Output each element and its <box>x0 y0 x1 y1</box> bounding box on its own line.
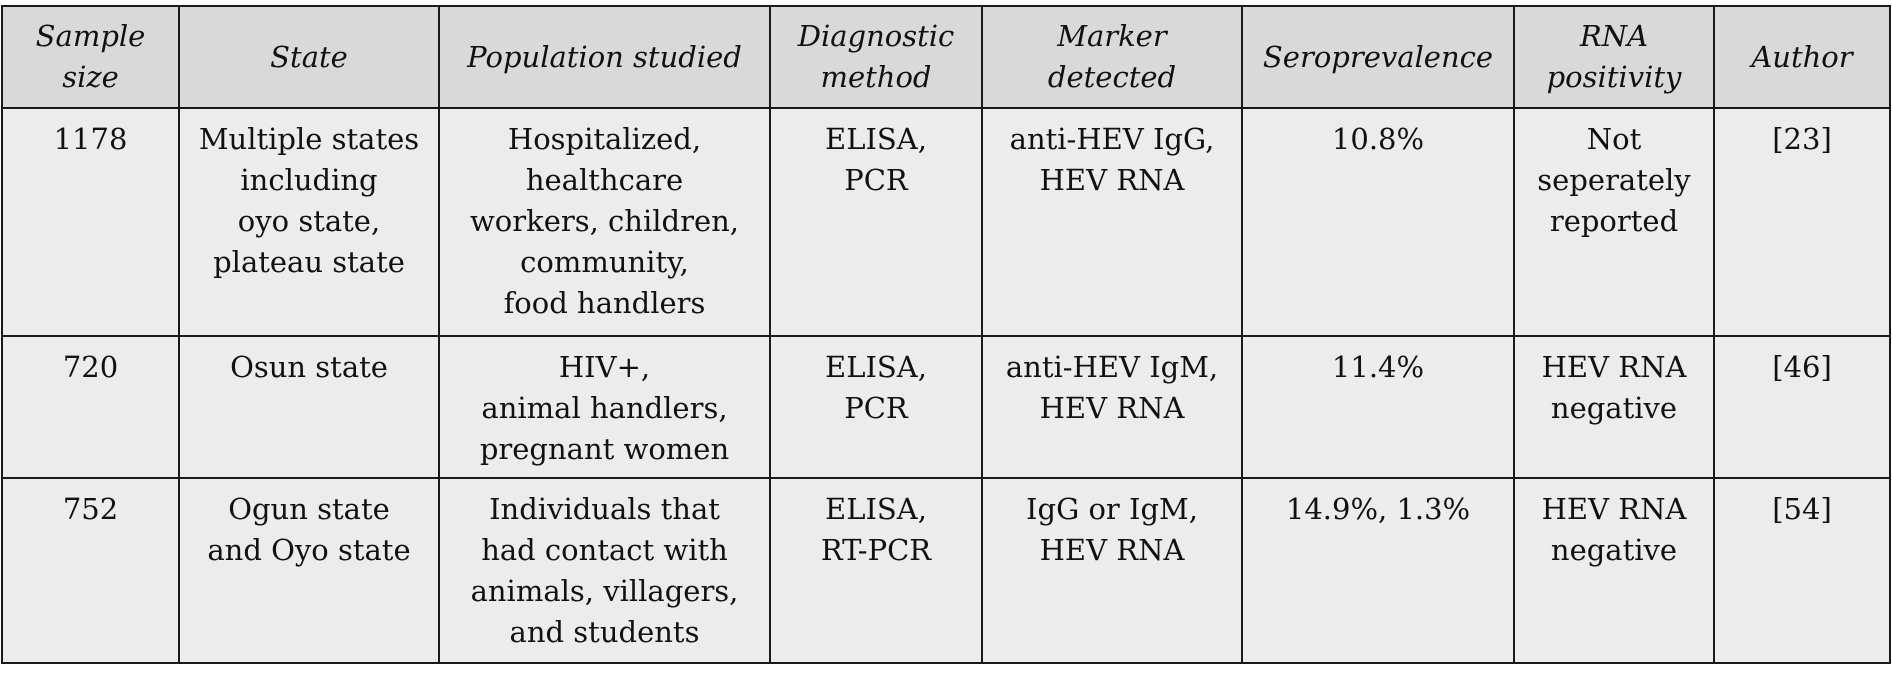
cell-diagnostic-method: ELISA, PCR <box>770 108 982 336</box>
cell-population-studied: HIV+, animal handlers, pregnant women <box>439 336 770 478</box>
cell-rna-positivity: HEV RNA negative <box>1514 478 1714 663</box>
cell-population-studied: Individuals that had contact with animals, villagers, and students <box>439 478 770 663</box>
cell-author: [23] <box>1714 108 1890 336</box>
cell-sample-size: 752 <box>2 478 179 663</box>
cell-marker-detected: anti-HEV IgM, HEV RNA <box>982 336 1242 478</box>
cell-author: [54] <box>1714 478 1890 663</box>
cell-sample-size: 1178 <box>2 108 179 336</box>
cell-state: Ogun state and Oyo state <box>179 478 439 663</box>
cell-seroprevalence: 10.8% <box>1242 108 1514 336</box>
cell-rna-positivity: Not seperately reported <box>1514 108 1714 336</box>
header-population-studied: Population studied <box>439 6 770 108</box>
hev-studies-table <box>1 5 1891 664</box>
cell-state: Multiple states including oyo state, plateau state <box>179 108 439 336</box>
table-row <box>2 478 1890 663</box>
header-diagnostic-method: Diagnostic method <box>770 6 982 108</box>
cell-state: Osun state <box>179 336 439 478</box>
header-state: State <box>179 6 439 108</box>
table-header-row <box>2 6 1890 108</box>
cell-seroprevalence: 14.9%, 1.3% <box>1242 478 1514 663</box>
header-rna-positivity: RNA positivity <box>1514 6 1714 108</box>
header-seroprevalence: Seroprevalence <box>1242 6 1514 108</box>
table-row <box>2 108 1890 336</box>
header-sample-size: Sample size <box>2 6 179 108</box>
header-marker-detected: Marker detected <box>982 6 1242 108</box>
cell-marker-detected: IgG or IgM, HEV RNA <box>982 478 1242 663</box>
cell-diagnostic-method: ELISA, PCR <box>770 336 982 478</box>
cell-population-studied: Hospitalized, healthcare workers, children, community, food handlers <box>439 108 770 336</box>
cell-diagnostic-method: ELISA, RT-PCR <box>770 478 982 663</box>
cell-author: [46] <box>1714 336 1890 478</box>
cell-marker-detected: anti-HEV IgG, HEV RNA <box>982 108 1242 336</box>
cell-rna-positivity: HEV RNA negative <box>1514 336 1714 478</box>
header-author: Author <box>1714 6 1890 108</box>
cell-seroprevalence: 11.4% <box>1242 336 1514 478</box>
table-row <box>2 336 1890 478</box>
data-table-container <box>1 5 1891 664</box>
cell-sample-size: 720 <box>2 336 179 478</box>
